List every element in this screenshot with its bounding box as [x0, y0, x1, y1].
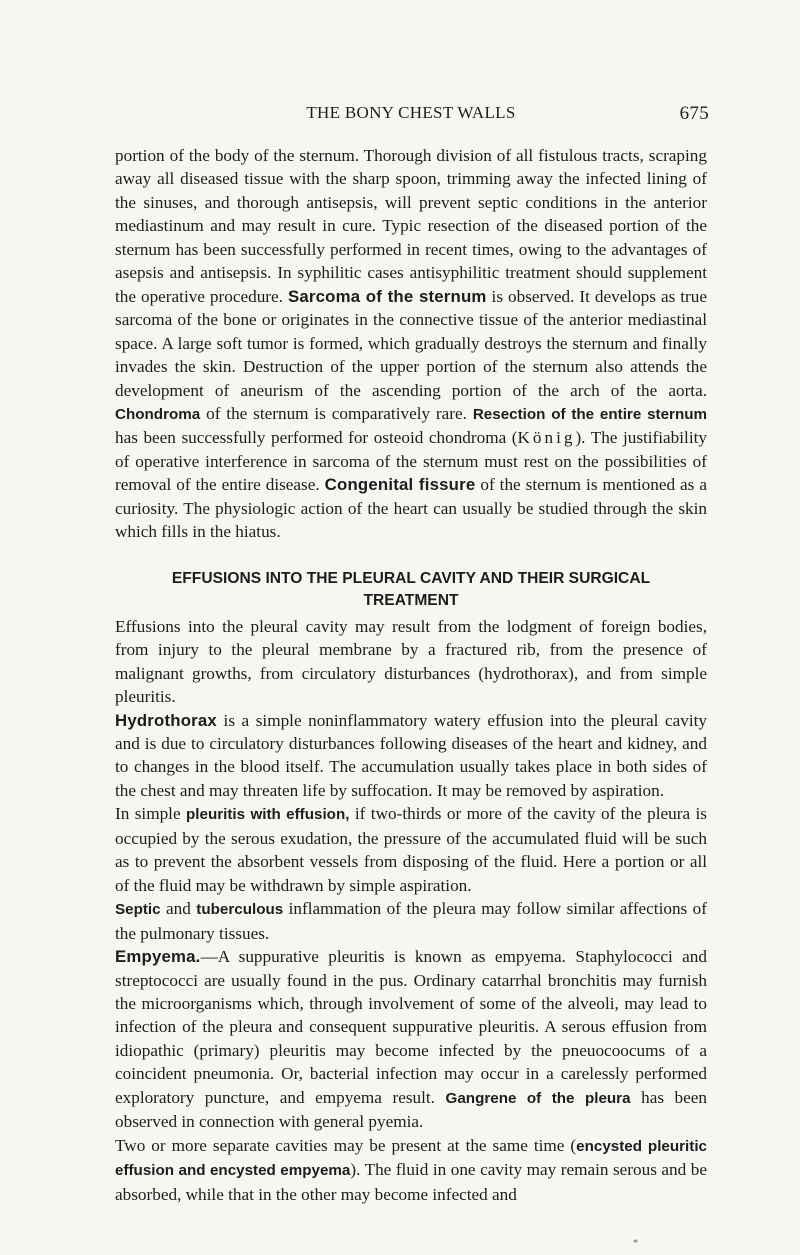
paragraph-text: inflammation of the pleura may follow similar affections of the pulmonary tissues. — [115, 899, 707, 943]
paragraph-text: if two-thirds or more of the cavity of the pleura is occupied by the serous exudation, the pressure of the accumulated fluid will be such as to prevent the absorbent vessels from disposing of the fluid. Here a portion or all of the fluid may be withdrawn by simple aspiration. — [115, 804, 707, 895]
term-chondroma: Chondroma — [115, 405, 201, 423]
page-body — [115, 144, 707, 1206]
section-title: EFFUSIONS INTO THE PLEURAL CAVITY AND THEIR SURGICAL TREATMENT — [171, 569, 651, 609]
term-septic: Septic — [115, 901, 161, 919]
page-number: 675 — [679, 103, 709, 124]
term-resection: Resection of the entire sternum — [472, 405, 708, 423]
term-sarcoma: Sarcoma of the sternum — [287, 286, 487, 306]
scan-speck: * — [633, 1238, 638, 1249]
paragraph-text: of the sternum is mentioned as a curiosity. The physiologic action of the heart can usually be studied through the skin which fills in the hiatus. — [115, 475, 707, 542]
term-hydrothorax: Hydrothorax — [115, 710, 217, 730]
book-page — [115, 103, 707, 1206]
paragraph-text: and — [160, 899, 197, 919]
paragraph-text: portion of the body of the sternum. Thorough division of all fistulous tracts, scraping away all diseased tissue with the sharp spoon, trimming away the infected lining of the sinuses, and thorough antisepsis, will prevent septic conditions in the anterior mediastinum and may result in cure. Typic resection of the diseased portion of the sternum has been successfully performed in recent times, owing to the advantages of asepsis and antisepsis. In syphilitic cases antisyphilitic treatment should supplement the operative procedure. — [115, 146, 707, 306]
paragraph-effusions: Effusions into the pleural cavity may result from the lodgment of foreign bodies, from injury to the pleural membrane by a fractured rib, from the presence of malignant growths, from circulatory disturbances (hydrothorax), and from simple pleuritis. — [115, 616, 707, 707]
paragraph-text: of the sternum is comparatively rare. — [200, 403, 473, 423]
term-congenital: Congenital fissure — [324, 475, 476, 495]
paragraph-text: has been successfully performed for osteoid chondroma ( — [115, 428, 518, 448]
paragraph-hydrothorax — [115, 709, 707, 803]
paragraph-text: ). The justifiability of operative interference in sarcoma of the sternum must rest on the possibilities of removal of the entire disease. — [115, 428, 707, 495]
paragraph-text: is a simple noninflammatory watery effusion into the pleural cavity and is due to circulatory disturbances following diseases of the heart and kidney, and to changes in the blood itself. The accumulation usually takes place in both sides of the chest and may threaten life by suffocation. It may be removed by aspiration. — [115, 710, 707, 800]
paragraph-text: ). The fluid in one cavity may remain serous and be absorbed, while that in the other may become infected and — [115, 1160, 707, 1204]
paragraph-empyema — [115, 945, 707, 1134]
term-encysted: encysted pleuritic effusion and encysted empyema — [115, 1137, 707, 1180]
term-gangrene: Gangrene of the pleura — [445, 1089, 631, 1107]
paragraph-text: has been observed in connection with general pyemia. — [115, 1087, 708, 1132]
paragraph-pleuritis — [115, 802, 707, 897]
author-name: König — [517, 428, 576, 448]
paragraph-encysted — [115, 1134, 707, 1206]
paragraph-text: is observed. It develops as true sarcoma of the bone or originates in the connective tissue of the anterior mediastinal space. A large soft tumor is formed, which gradually destroys the sternum and finally invades the skin. Destruction of the upper portion of the sternum also attends the development of aneurism of the ascending portion of the arch of the aorta. — [115, 286, 707, 400]
term-tuberculous: tuberculous — [196, 901, 284, 919]
term-pleuritis: pleuritis with effusion, — [186, 806, 350, 824]
paragraph-text: Two or more separate cavities may be present at the same time ( — [115, 1135, 577, 1155]
running-head: THE BONY CHEST WALLS — [306, 103, 516, 122]
paragraph-text: In simple — [115, 804, 187, 824]
page-header — [115, 103, 707, 133]
paragraph-text: —A suppurative pleuritis is known as empyema. Staphylococci and streptococci are usually found in the pus. Ordinary catarrhal bronchitis may furnish the microorganisms which, through involvement of some of the alveoli, may lead to infection of the pleura and consequent suppurative pleuritis. A serous effusion from idiopathic (primary) pleuritis may become infected by the pneuocoocums of a coincident pneumonia. Or, bacterial infection may occur in a carelessly performed exploratory puncture, and empyema result. — [115, 947, 707, 1107]
paragraph-septic — [115, 897, 707, 945]
term-empyema: Empyema. — [115, 947, 201, 967]
paragraph-sternum — [115, 144, 707, 544]
